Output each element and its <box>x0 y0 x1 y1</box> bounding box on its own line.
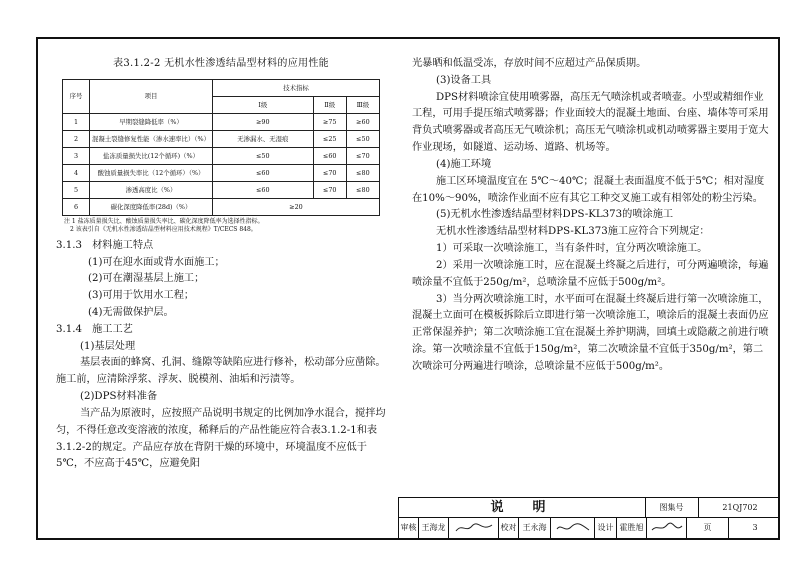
header-grade-2: Ⅱ级 <box>313 96 346 113</box>
cell-item: 渗透高度比（%） <box>90 181 213 198</box>
cell-no: 5 <box>63 181 90 198</box>
table-row <box>63 198 380 215</box>
feature-list <box>56 255 386 322</box>
list-item: (2)可在潮湿基层上施工； <box>88 273 205 285</box>
sheet-title: 说 明 <box>399 498 646 517</box>
para-spraying-3: 3）当分两次喷涂施工时，水平面可在混凝土终凝后进行第一次喷涂施工，混凝土立面可在模板拆除后立即进行第一次喷涂施工，喷涂后的混凝土表面仍应正常保湿养护；第二次喷涂施工宜在混凝土养护期满，回填土或隐蔽之前进行喷涂。第一次喷涂量不宜低于150g/m²，第二次喷涂量不宜低于350g/m²，第二次喷涂可分两遍进行喷涂，总喷涂量不应低于500g/m²。 <box>412 293 769 372</box>
right-column <box>412 56 772 376</box>
review-label: 审核 <box>399 517 419 539</box>
signature-mark <box>454 521 494 535</box>
cell-no: 4 <box>63 164 90 181</box>
designer-signature <box>647 517 687 539</box>
cell-grade-3: ≤70 <box>346 147 379 164</box>
para-environment: 施工区环境温度宜在 5℃～40℃；混凝土表面温度不低于5℃；相对湿度在10%～90%，喷涂作业面不应有其它工种交叉施工或有相邻处的粉尘污染。 <box>412 175 765 204</box>
designer-name: 霍胜旭 <box>617 517 647 539</box>
subhead-environment: (4)施工环境 <box>436 158 492 170</box>
reviewer-signature <box>449 517 499 539</box>
cell-grade-1: ≤60 <box>213 181 314 198</box>
para-equipment: DPS材料喷涂宜使用喷雾器，高压无气喷涂机或者喷壶。小型或精细作业工程，可用手提压缩式喷雾器；作业面较大的混凝土地面、台座、墙体等可采用背负式喷雾器或者高压无气喷涂机；高压无气喷涂机或机动喷雾器主要用于宽大作业现场，如隧道、运动场、道路、机场等。 <box>412 91 769 154</box>
reviewer-name: 王海龙 <box>419 517 449 539</box>
cell-grade-2: ≥75 <box>313 113 346 130</box>
cell-no: 1 <box>63 113 90 130</box>
cell-grade-3: ≤50 <box>346 130 379 147</box>
para-material: 当产品为原液时，应按照产品说明书规定的比例加净水混合，搅拌均匀，不得任意改变溶液的浓度，稀释后的产品性能应符合表3.1.2-1和表3.1.2-2的规定。产品应存放在背阴干燥的环境中，环境温度不应低于5℃，不应高于45℃，应避免阳 <box>56 407 386 470</box>
list-item: (3)可用于饮用水工程； <box>88 290 195 302</box>
cell-no: 2 <box>63 130 90 147</box>
cell-item: 酸蚀质量损失率比（12个循环）（%） <box>90 164 213 181</box>
cell-grade-3: ≥60 <box>346 113 379 130</box>
check-label: 校对 <box>499 517 519 539</box>
cell-grade-2: ≤25 <box>313 130 346 147</box>
para-spraying-1: 1）可采取一次喷涂施工，当有条件时，宜分两次喷涂施工。 <box>436 243 708 255</box>
cell-grade-1: ≤60 <box>213 164 314 181</box>
table-row <box>63 130 380 147</box>
checker-signature <box>551 517 595 539</box>
cell-item: 碳化深度降低率(28d)（%） <box>90 198 213 215</box>
table-notes <box>64 218 386 234</box>
list-item: (4)无需做保护层。 <box>88 307 174 318</box>
cell-grade-1: 无渗漏水、无湿痕 <box>213 130 314 147</box>
header-item: 项目 <box>90 79 213 113</box>
cell-grade-3: ≤80 <box>346 181 379 198</box>
para-spraying-intro: 无机水性渗透结晶型材料DPS-KL373施工应符合下列规定： <box>436 226 710 238</box>
table-title: 表3.1.2-2 无机水性渗透结晶型材料的应用性能 <box>113 58 329 69</box>
page-number: 3 <box>752 523 758 532</box>
table-row <box>63 147 380 164</box>
section-3-1-4: 3.1.4 施工工艺 <box>56 323 133 335</box>
para-material-cont: 光暴晒和低温受冻，存放时间不应超过产品保质期。 <box>412 58 647 69</box>
cell-grade-all: ≥20 <box>213 198 380 215</box>
note-2: 2 该表引自《无机水性渗透结晶型材料应用技术规程》T/CECS 848。 <box>70 225 257 233</box>
performance-table <box>62 79 380 216</box>
cell-no: 3 <box>63 147 90 164</box>
table-row <box>63 113 380 130</box>
cell-item: 盐冻质量损失比(12个循环)（%） <box>90 147 213 164</box>
cell-item: 混凝土裂缝修复性能（渗水速率比）（%） <box>90 130 213 147</box>
section-3-1-3: 3.1.3 材料施工特点 <box>56 239 154 251</box>
header-tech: 技术指标 <box>213 79 380 96</box>
signature-mark <box>555 521 591 535</box>
para-spraying-2: 2）采用一次喷涂施工时，应在混凝土终凝之后进行，可分两遍喷涂，每遍喷涂量不宜低于250g/m²，总喷涂量不应低于500g/m²。 <box>412 259 769 288</box>
atlas-label: 图集号 <box>645 498 699 517</box>
subhead-material: (2)DPS材料准备 <box>80 391 158 403</box>
signature-mark <box>650 521 684 535</box>
atlas-number: 21QJ702 <box>722 503 758 512</box>
subhead-equipment: (3)设备工具 <box>436 74 492 86</box>
header-no: 序号 <box>63 79 90 113</box>
header-grade-3: Ⅲ级 <box>346 96 379 113</box>
subhead-spraying: (5)无机水性渗透结晶型材料DPS-KL373的喷涂施工 <box>436 209 674 221</box>
design-label: 设计 <box>595 517 617 539</box>
cell-grade-3: ≤80 <box>346 164 379 181</box>
cell-grade-1: ≥90 <box>213 113 314 130</box>
table-row <box>63 181 380 198</box>
cell-grade-2: ≤70 <box>313 181 346 198</box>
header-grade-1: Ⅰ级 <box>213 96 314 113</box>
checker-name: 王永海 <box>519 517 551 539</box>
title-block <box>398 497 780 540</box>
page-label: 页 <box>687 517 729 539</box>
note-1: 注 1 盐冻质量损失比、酸蚀质量损失率比、碳化深度降低率为选择性指标。 <box>64 217 264 225</box>
list-item: (1)可在迎水面或背水面施工； <box>88 256 225 268</box>
cell-grade-2: ≤60 <box>313 147 346 164</box>
subhead-base: (1)基层处理 <box>80 340 136 352</box>
cell-grade-1: ≤50 <box>213 147 314 164</box>
cell-item: 早期裂缝降低率（%） <box>90 113 213 130</box>
left-column <box>56 56 386 473</box>
cell-no: 6 <box>63 198 90 215</box>
table-row <box>63 164 380 181</box>
para-base: 基层表面的蜂窝、孔洞、缝隙等缺陷应进行修补，松动部分应凿除。施工前，应清除浮浆、浮灰、脱模剂、油垢和污渍等。 <box>56 357 386 386</box>
cell-grade-2: ≤70 <box>313 164 346 181</box>
